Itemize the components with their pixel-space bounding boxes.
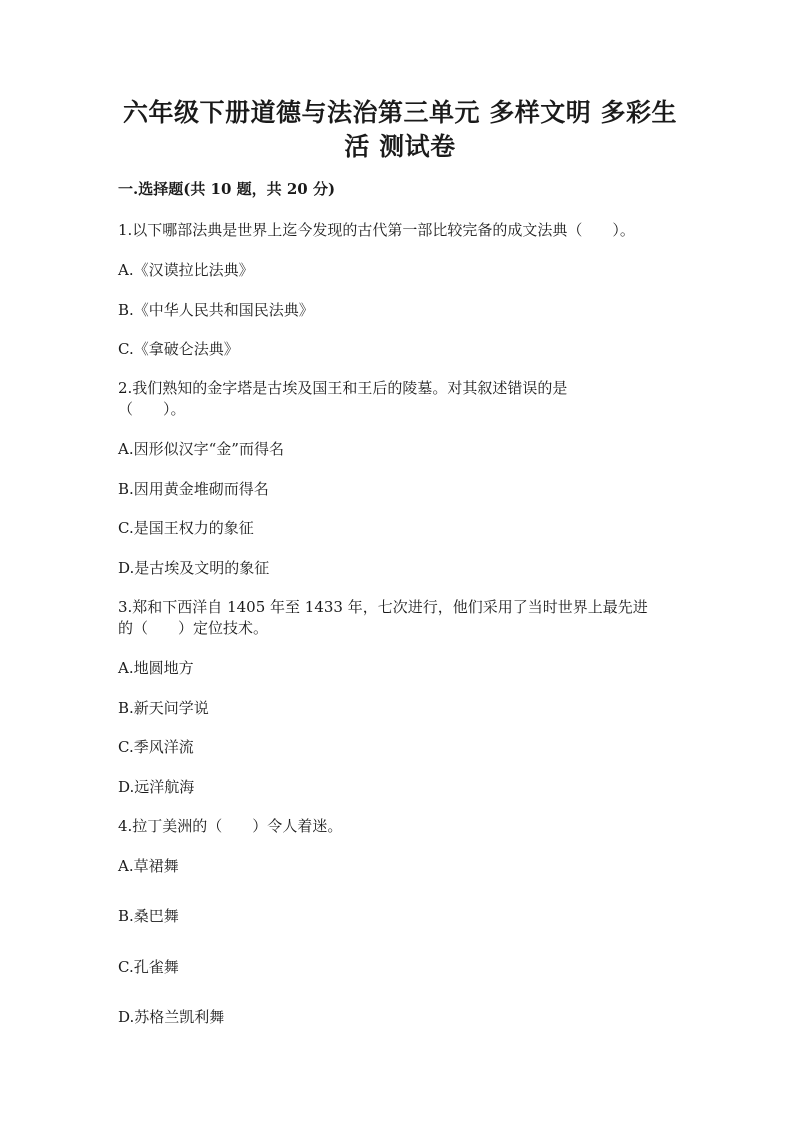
- question-3-stem-line-1: 3.郑和下西洋自 1405 年至 1433 年，七次进行，他们采用了当时世界上最先进: [118, 598, 648, 616]
- question-2-option-b: B.因用黄金堆砌而得名: [118, 480, 269, 498]
- page-title-line-1: 六年级下册道德与法治第三单元 多样文明 多彩生: [123, 98, 677, 127]
- question-3-stem: [118, 597, 648, 639]
- question-3-option-d: D.远洋航海: [118, 778, 195, 796]
- question-4-stem: 4.拉丁美洲的（ ）令人着迷。: [118, 817, 343, 835]
- question-4-option-a: A.草裙舞: [118, 857, 179, 875]
- question-2-option-d: D.是古埃及文明的象征: [118, 559, 270, 577]
- question-1-option-c: C.《拿破仑法典》: [118, 340, 239, 358]
- question-1-option-b: B.《中华人民共和国民法典》: [118, 301, 314, 319]
- question-1-stem: 1.以下哪部法典是世界上迄今发现的古代第一部比较完备的成文法典（ ）。: [118, 221, 635, 239]
- question-4-option-b: B.桑巴舞: [118, 907, 179, 925]
- question-2-stem: [118, 378, 567, 420]
- question-1-option-a: A.《汉谟拉比法典》: [118, 261, 254, 279]
- page-title: [100, 96, 700, 164]
- question-3-option-c: C.季风洋流: [118, 738, 194, 756]
- question-3-stem-line-2: 的（ ）定位技术。: [118, 619, 269, 637]
- page-title-line-2: 活 测试卷: [344, 132, 456, 161]
- question-4-option-d: D.苏格兰凯利舞: [118, 1008, 225, 1026]
- question-2-option-a: A.因形似汉字“金”而得名: [118, 440, 284, 458]
- question-3-option-a: A.地圆地方: [118, 659, 194, 677]
- question-4-option-c: C.孔雀舞: [118, 958, 179, 976]
- section-heading: 一.选择题(共 10 题，共 20 分): [118, 180, 336, 198]
- question-2-stem-line-2: （ ）。: [118, 400, 186, 418]
- question-2-stem-line-1: 2.我们熟知的金字塔是古埃及国王和王后的陵墓。对其叙述错误的是: [118, 379, 568, 397]
- question-2-option-c: C.是国王权力的象征: [118, 519, 254, 537]
- question-3-option-b: B.新天问学说: [118, 699, 209, 717]
